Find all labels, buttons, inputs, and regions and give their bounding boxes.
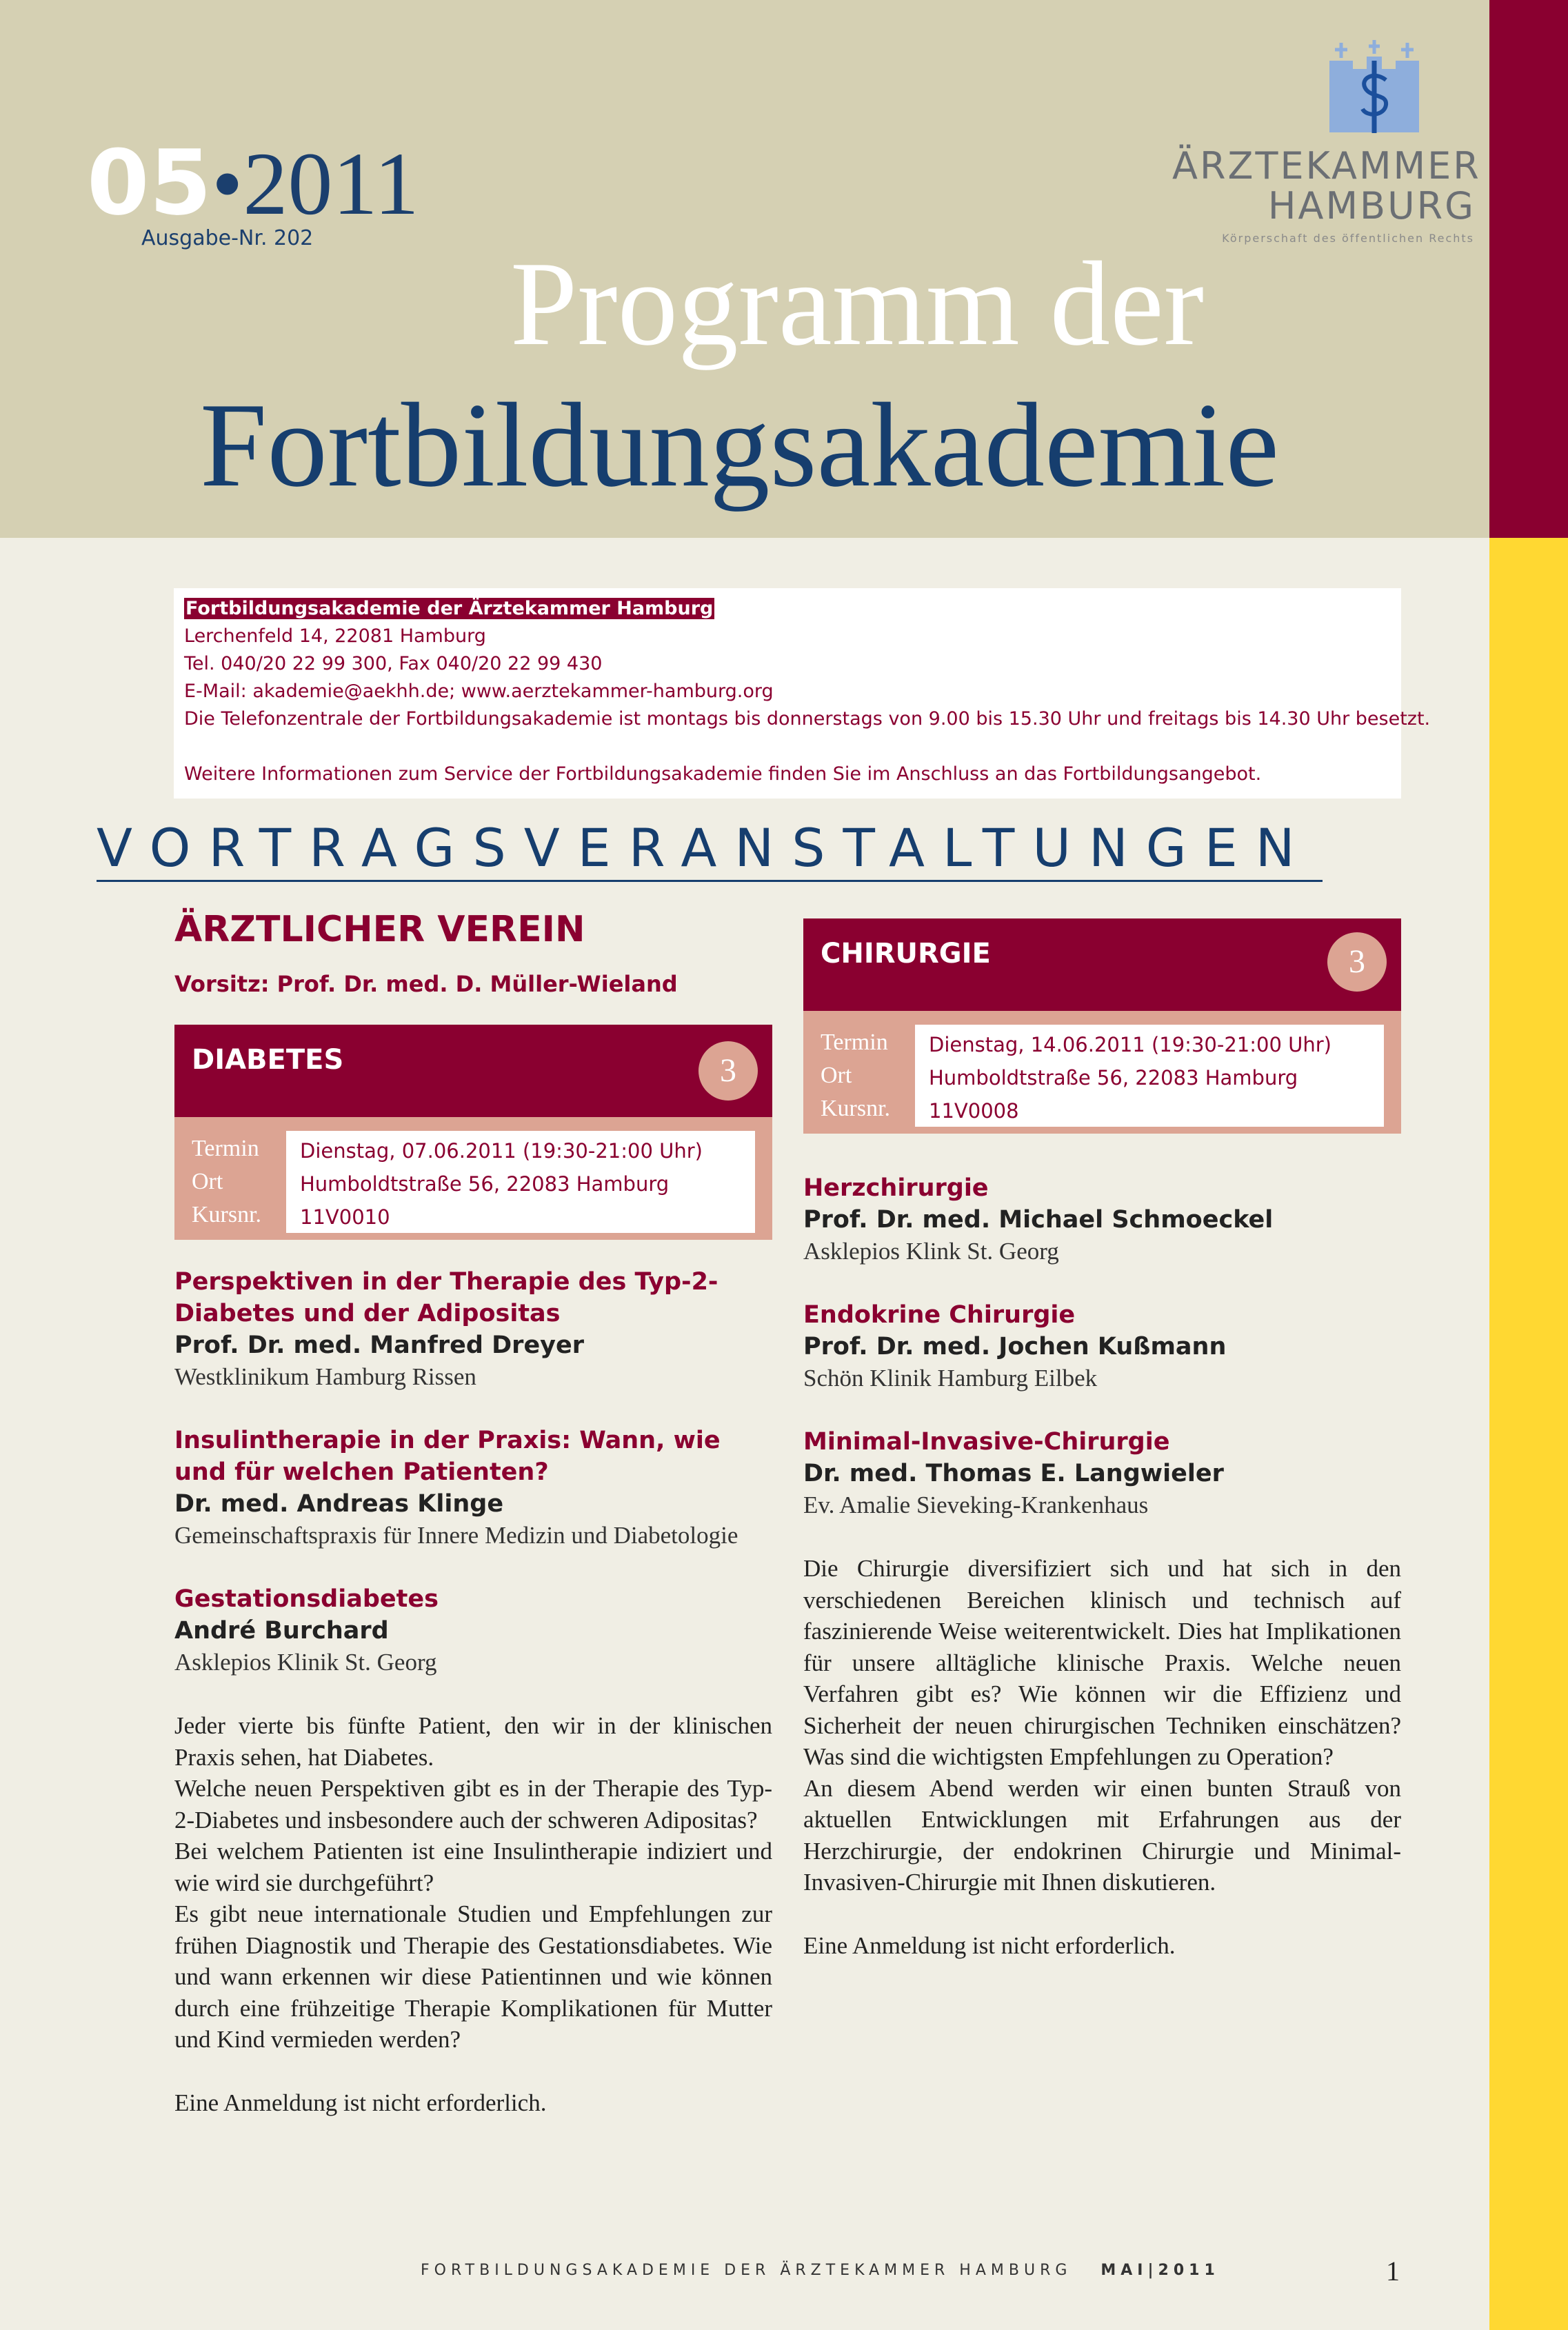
section-divider xyxy=(97,880,1323,882)
issue-label: Ausgabe-Nr. 202 xyxy=(141,226,314,250)
registration-note: Eine Anmeldung ist nicht erforderlich. xyxy=(174,2089,547,2116)
talk-topic: Gestationsdiabetes xyxy=(174,1585,439,1613)
event-title: DIABETES xyxy=(192,1044,344,1076)
section-title: VORTRAGSVERANSTALTUNGEN xyxy=(97,817,1313,878)
meta-labels: Termin Ort Kursnr. xyxy=(192,1136,262,1227)
info-phone: Tel. 040/20 22 99 300, Fax 040/20 22 99 430 xyxy=(184,653,603,674)
event-date: Dienstag, 07.06.2011 (19:30-21:00 Uhr) xyxy=(300,1139,703,1163)
talk-topic: Insulintherapie in der Praxis: Wann, wie und für welchen Patienten? xyxy=(174,1427,721,1486)
org-title: ÄRZTLICHER VEREIN xyxy=(174,909,585,950)
side-bar-yellow xyxy=(1489,538,1568,2330)
footer-text: FORTBILDUNGSAKADEMIE DER ÄRZTEKAMMER HAMBURG MAI|2011 xyxy=(421,2262,1220,2279)
event-meta-chirurgie xyxy=(803,1011,1401,1134)
description-paragraph: Es gibt neue internationale Studien und Empfehlungen zur frühen Diagnostik und Therapie des Gestationsdiabetes. Wie und wann erkennen wir diese Patientinnen und wie können durch eine frühzeitige Therapie Komplikationen für Mutter und Kind vermieden werden? xyxy=(174,1900,772,2053)
event-header-chirurgie xyxy=(803,918,1401,1011)
description-paragraph: Bei welchem Patienten ist eine Insulintherapie indiziert und wie wird sie durchgeführt? xyxy=(174,1838,772,1896)
talk-institution: Gemeinschaftspraxis für Innere Medizin und Diabetologie xyxy=(174,1522,738,1549)
meta-values xyxy=(915,1025,1384,1127)
left-talks xyxy=(174,1266,772,2118)
event-date: Dienstag, 14.06.2011 (19:30-21:00 Uhr) xyxy=(929,1033,1331,1056)
logo-name: ÄRZTEKAMMER HAMBURG xyxy=(1172,144,1481,228)
talk-speaker: Prof. Dr. med. Jochen Kußmann xyxy=(803,1333,1227,1360)
course-number: 11V0008 xyxy=(929,1099,1019,1123)
description-paragraph: Die Chirurgie diversifiziert sich und hat sich in den verschiedenen Bereichen klinisch und technisch auf faszinierende Weise weiterentwickelt. Dies hat Implikationen für unsere alltägliche klinische Praxis. Welche neuen Verfahren gibt es? Wie können wir die Effizienz und Sicherheit der neuen chirurgischen Techniken einschätzen? Was sind die wichtigsten Empfehlungen zu Operation? xyxy=(803,1555,1401,1770)
talk-topic: Minimal-Invasive-Chirurgie xyxy=(803,1428,1170,1456)
title-line-2: Fortbildungsakademie xyxy=(200,378,1280,512)
title-line-1: Programm der xyxy=(510,237,1204,370)
logo-subtitle: Körperschaft des öffentlichen Rechts xyxy=(1222,232,1474,245)
description-paragraph: Welche neuen Perspektiven gibt es in der Therapie des Typ-2-Diabetes und insbesondere auch der schweren Adipositas? xyxy=(174,1775,772,1834)
talk-institution: Westklinikum Hamburg Rissen xyxy=(174,1363,476,1390)
talk-institution: Asklepios Klinik St. Georg xyxy=(174,1649,437,1676)
course-number: 11V0010 xyxy=(300,1205,390,1229)
org-chair: Vorsitz: Prof. Dr. med. D. Müller-Wieland xyxy=(174,971,678,997)
talk-topic: Endokrine Chirurgie xyxy=(803,1301,1076,1329)
caduceus-logo-icon xyxy=(1329,40,1419,137)
info-hours: Die Telefonzentrale der Fortbildungsakademie ist montags bis donnerstags von 9.00 bis 15.30 Uhr und freitags bis 14.30 Uhr besetzt. xyxy=(184,708,1431,730)
event-title: CHIRURGIE xyxy=(821,938,991,970)
talk-topic: Perspektiven in der Therapie des Typ-2-Diabetes und der Adipositas xyxy=(174,1268,718,1327)
description-paragraph: Jeder vierte bis fünfte Patient, den wir in der klinischen Praxis sehen, hat Diabetes. xyxy=(174,1712,772,1771)
talk-speaker: Dr. med. Thomas E. Langwieler xyxy=(803,1460,1224,1487)
talk-institution: Asklepios Klink St. Georg xyxy=(803,1238,1059,1265)
info-more: Weitere Informationen zum Service der Fortbildungsakademie finden Sie im Anschluss an das Fortbildungsangebot. xyxy=(184,763,1262,785)
contact-info-box xyxy=(174,588,1431,799)
info-address: Lerchenfeld 14, 22081 Hamburg xyxy=(184,625,486,647)
talk-institution: Schön Klinik Hamburg Eilbek xyxy=(803,1365,1098,1392)
issue-number: 05•2011 xyxy=(87,130,419,235)
info-email[interactable]: E-Mail: akademie@aekhh.de; www.aerztekammer-hamburg.org xyxy=(184,681,774,702)
talk-topic: Herzchirurgie xyxy=(803,1174,989,1202)
talk-speaker: Dr. med. Andreas Klinge xyxy=(174,1490,504,1518)
info-title: Fortbildungsakademie der Ärztekammer Hamburg xyxy=(185,598,714,619)
points-badge: 3 xyxy=(698,1041,758,1101)
points-badge: 3 xyxy=(1327,932,1387,992)
meta-values xyxy=(286,1131,755,1233)
meta-labels: Termin Ort Kursnr. xyxy=(821,1030,891,1121)
side-bar-red xyxy=(1489,0,1568,538)
event-location: Humboldtstraße 56, 22083 Hamburg xyxy=(300,1172,670,1196)
talk-speaker: Prof. Dr. med. Manfred Dreyer xyxy=(174,1332,584,1359)
talk-institution: Ev. Amalie Sieveking-Krankenhaus xyxy=(803,1492,1149,1518)
talk-speaker: Prof. Dr. med. Michael Schmoeckel xyxy=(803,1206,1274,1234)
event-location: Humboldtstraße 56, 22083 Hamburg xyxy=(929,1066,1298,1089)
registration-note: Eine Anmeldung ist nicht erforderlich. xyxy=(803,1931,1176,1959)
event-header-diabetes xyxy=(174,1025,772,1117)
event-meta-diabetes xyxy=(174,1117,772,1240)
description-paragraph: An diesem Abend werden wir einen bunten Strauß von aktuellen Entwicklungen mit Erfahrungen aus der Herzchirurgie, der endokrinen Chirurgie und Minimal-Invasiven-Chirurgie mit Ihnen diskutieren. xyxy=(803,1774,1401,1896)
talk-speaker: André Burchard xyxy=(174,1617,389,1645)
right-talks xyxy=(803,1172,1401,1961)
page-number: 1 xyxy=(1386,2256,1400,2287)
